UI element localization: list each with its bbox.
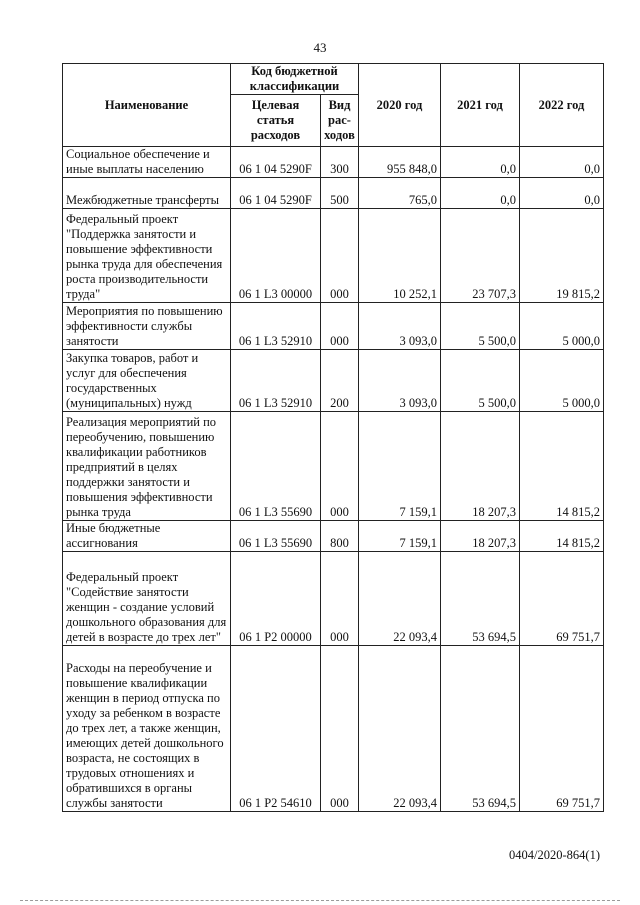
row-2020: 7 159,1 <box>359 412 441 521</box>
header-kind: Вид рас-ходов <box>321 95 359 147</box>
row-2022: 0,0 <box>520 178 604 209</box>
row-kind: 000 <box>321 303 359 350</box>
row-2021: 0,0 <box>441 178 520 209</box>
row-2021: 0,0 <box>441 147 520 178</box>
row-2020: 22 093,4 <box>359 646 441 812</box>
row-name: Иные бюджетные ассигнования <box>63 521 231 552</box>
row-target: 06 1 04 5290F <box>231 178 321 209</box>
row-2021: 53 694,5 <box>441 552 520 646</box>
row-2020: 765,0 <box>359 178 441 209</box>
row-2020: 7 159,1 <box>359 521 441 552</box>
header-2021: 2021 год <box>441 64 520 147</box>
table-row <box>63 552 604 646</box>
row-kind: 500 <box>321 178 359 209</box>
row-name: Расходы на переобучение и повышение квалификации женщин в период отпуска по уходу за ребенком в возрасте до трех лет, а также женщин, имеющих детей дошкольного возраста, не состоящих в трудовых отношениях и обратившихся в органы службы занятости <box>63 646 231 812</box>
row-2022: 14 815,2 <box>520 412 604 521</box>
row-target: 06 1 04 5290F <box>231 147 321 178</box>
row-name: Мероприятия по повышению эффективности службы занятости <box>63 303 231 350</box>
row-name: Закупка товаров, работ и услуг для обеспечения государственных (муниципальных) нужд <box>63 350 231 412</box>
row-target: 06 1 L3 55690 <box>231 412 321 521</box>
row-name: Федеральный проект "Содействие занятости женщин - создание условий дошкольного образования для детей в возрасте до трех лет" <box>63 552 231 646</box>
table-row <box>63 412 604 521</box>
header-name: Наименование <box>63 64 231 147</box>
row-kind: 000 <box>321 552 359 646</box>
row-name: Федеральный проект "Поддержка занятости и повышение эффективности рынка труда для обеспечения роста производительности труда" <box>63 209 231 303</box>
table-row <box>63 350 604 412</box>
table-row <box>63 646 604 812</box>
table-row <box>63 521 604 552</box>
header-target: Целевая статья расходов <box>231 95 321 147</box>
row-2022: 14 815,2 <box>520 521 604 552</box>
row-target: 06 1 P2 00000 <box>231 552 321 646</box>
row-2020: 3 093,0 <box>359 303 441 350</box>
row-name: Реализация мероприятий по переобучению, повышению квалификации работников предприятий в целях поддержки занятости и повышения эффективности рынка труда <box>63 412 231 521</box>
row-2021: 53 694,5 <box>441 646 520 812</box>
row-target: 06 1 P2 54610 <box>231 646 321 812</box>
row-2020: 22 093,4 <box>359 552 441 646</box>
row-2020: 3 093,0 <box>359 350 441 412</box>
document-code: 0404/2020-864(1) <box>509 848 600 862</box>
row-target: 06 1 L3 52910 <box>231 350 321 412</box>
row-2021: 5 500,0 <box>441 303 520 350</box>
header-2020: 2020 год <box>359 64 441 147</box>
row-2021: 18 207,3 <box>441 412 520 521</box>
page-number: 43 <box>313 40 327 55</box>
header-code-group: Код бюджетной классификации <box>231 64 359 95</box>
row-kind: 800 <box>321 521 359 552</box>
row-2022: 69 751,7 <box>520 646 604 812</box>
table-row <box>63 178 604 209</box>
row-2022: 5 000,0 <box>520 350 604 412</box>
row-target: 06 1 L3 55690 <box>231 521 321 552</box>
row-2022: 0,0 <box>520 147 604 178</box>
scan-artifact-line <box>20 900 620 901</box>
budget-table <box>62 63 604 812</box>
row-kind: 300 <box>321 147 359 178</box>
header-2022: 2022 год <box>520 64 604 147</box>
row-target: 06 1 L3 52910 <box>231 303 321 350</box>
row-2022: 19 815,2 <box>520 209 604 303</box>
row-name: Межбюджетные трансферты <box>63 178 231 209</box>
row-kind: 000 <box>321 209 359 303</box>
row-2021: 23 707,3 <box>441 209 520 303</box>
row-2020: 955 848,0 <box>359 147 441 178</box>
row-2020: 10 252,1 <box>359 209 441 303</box>
row-kind: 200 <box>321 350 359 412</box>
table-row <box>63 147 604 178</box>
table-row <box>63 209 604 303</box>
row-2022: 69 751,7 <box>520 552 604 646</box>
row-kind: 000 <box>321 646 359 812</box>
row-2022: 5 000,0 <box>520 303 604 350</box>
row-kind: 000 <box>321 412 359 521</box>
row-2021: 18 207,3 <box>441 521 520 552</box>
row-2021: 5 500,0 <box>441 350 520 412</box>
row-name: Социальное обеспечение и иные выплаты населению <box>63 147 231 178</box>
table-row <box>63 303 604 350</box>
row-target: 06 1 L3 00000 <box>231 209 321 303</box>
